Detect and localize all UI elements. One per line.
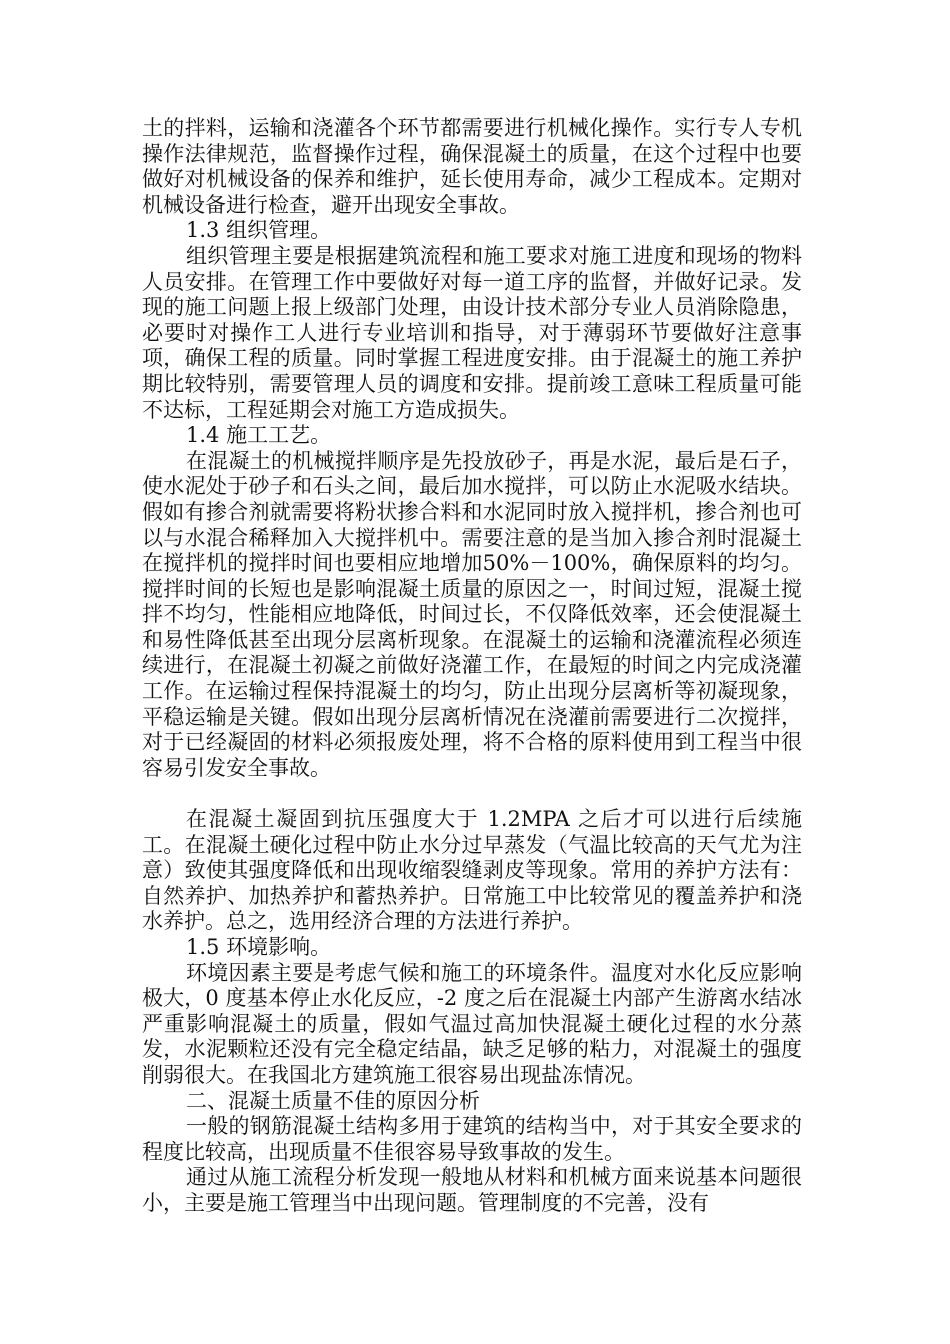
heading-construction-process: 1.4 施工工艺。 <box>186 423 332 448</box>
heading-quality-analysis: 二、混凝土质量不佳的原因分析 <box>186 1088 480 1113</box>
paragraph-management-issues: 通过从施工流程分析发现一般地从材料和机械方面来说基本问题很小，主要是施工管理当中出现问题。管理制度的不完善，没有 <box>142 1165 802 1215</box>
paragraph-spacer <box>142 781 802 807</box>
heading-organization-management: 1.3 组织管理。 <box>186 218 332 243</box>
document-body <box>142 116 802 1217</box>
paragraph-environment: 环境因素主要是考虑气候和施工的环境条件。温度对水化反应影响极大，0 度基本停止水化反应，-2 度之后在混凝土内部产生游离水结冰严重影响混凝土的质量，假如气温过高加快混凝土硬化过程的水分蒸发，水泥颗粒还没有完全稳定结晶，缺乏足够的粘力，对混凝土的强度削弱很大。在我国北方建筑施工很容易出现盐冻情况。 <box>142 960 802 1087</box>
paragraph-machinery: 土的拌料，运输和浇灌各个环节都需要进行机械化操作。实行专人专机操作法律规范，监督操作过程，确保混凝土的质量，在这个过程中也要做好对机械设备的保养和维护，延长使用寿命，减少工程成本。定期对机械设备进行检查，避开出现安全事故。 <box>142 116 802 217</box>
paragraph-organization-management: 组织管理主要是根据建筑流程和施工要求对施工进度和现场的物料人员安排。在管理工作中要做好对每一道工序的监督，并做好记录。发现的施工问题上报上级部门处理，由设计技术部分专业人员消除隐患，必要时对操作工人进行专业培训和指导，对于薄弱环节要做好注意事项，确保工程的质量。同时掌握工程进度安排。由于混凝土的施工养护期比较特别，需要管理人员的调度和安排。提前竣工意味工程质量可能不达标，工程延期会对施工方造成损失。 <box>142 243 802 422</box>
paragraph-construction-process: 在混凝土的机械搅拌顺序是先投放砂子，再是水泥，最后是石子，使水泥处于砂子和石头之间，最后加水搅拌，可以防止水泥吸水结块。假如有掺合剂就需要将粉状掺合料和水泥同时放入搅拌机，掺合剂也可以与水混合稀释加入大搅拌机中。需要注意的是当加入掺合剂时混凝土在搅拌机的搅拌时间也要相应地增加50%－100%，确保原料的均匀。搅拌时间的长短也是影响混凝土质量的原因之一，时间过短，混凝土搅拌不均匀，性能相应地降低，时间过长，不仅降低效率，还会使混凝土和易性降低甚至出现分层离析现象。在混凝土的运输和浇灌流程必须连续进行，在混凝土初凝之前做好浇灌工作，在最短的时间之内完成浇灌工作。在运输过程保持混凝土的均匀，防止出现分层离析等初凝现象，平稳运输是关键。假如出现分层离析情况在浇灌前需要进行二次搅拌，对于已经凝固的材料必须报废处理，将不合格的原料使用到工程当中很容易引发安全事故。 <box>142 448 802 780</box>
heading-environment: 1.5 环境影响。 <box>186 935 332 959</box>
paragraph-curing: 在混凝土凝固到抗压强度大于 1.2MPA 之后才可以进行后续施工。在混凝土硬化过程中防止水分过早蒸发（气温比较高的天气尤为注意）致使其强度降低和出现收缩裂缝剥皮等现象。常用的养护方法有：自然养护、加热养护和蓄热养护。日常施工中比较常见的覆盖养护和浇水养护。总之，选用经济合理的方法进行养护。 <box>142 807 802 934</box>
paragraph-quality-intro: 一般的钢筋混凝土结构多用于建筑的结构当中，对于其安全要求的程度比较高，出现质量不佳很容易导致事故的发生。 <box>142 1114 802 1164</box>
